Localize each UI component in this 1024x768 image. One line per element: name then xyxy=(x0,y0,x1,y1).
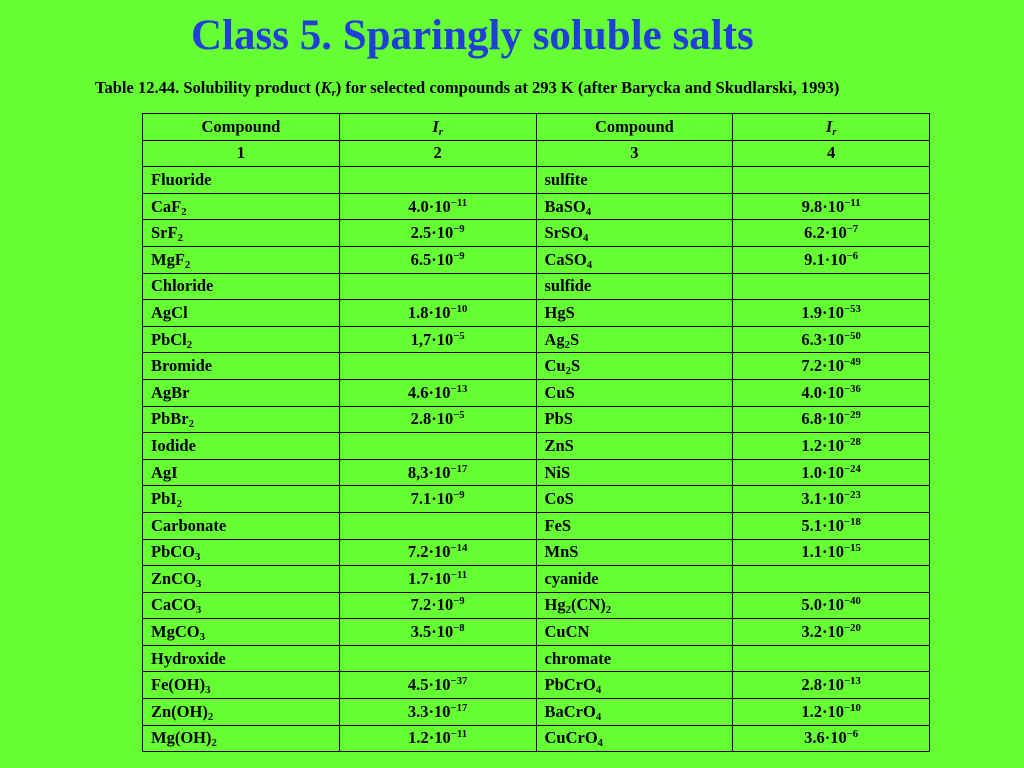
table-row xyxy=(143,672,930,699)
solubility-value-cell: $3.3\cdot 10^{-17}$ xyxy=(339,699,536,726)
solubility-value-cell: $3.6\cdot 10^{-6}$ xyxy=(733,725,930,752)
solubility-value-cell xyxy=(339,645,536,672)
formula-subscript: 2 xyxy=(184,258,191,271)
solubility-value-cell: $6.5\cdot 10^{-9}$ xyxy=(339,246,536,273)
compound-cell: ZnS xyxy=(536,433,733,460)
solubility-value-cell: $6.2\cdot 10^{-7}$ xyxy=(733,220,930,247)
exponent: −6 xyxy=(846,728,859,741)
compound-cell: CaCO$_3$ xyxy=(143,592,340,619)
formula-subscript: 2 xyxy=(207,711,214,724)
table-row xyxy=(143,300,930,327)
compound-cell: chromate xyxy=(536,645,733,672)
compound-cell: BaSO$_4$ xyxy=(536,193,733,220)
solubility-value-cell: $5.0\cdot 10^{-40}$ xyxy=(733,592,930,619)
compound-cell: $Ag_2S$ xyxy=(536,326,733,353)
table-row xyxy=(143,512,930,539)
solubility-value-cell xyxy=(733,273,930,300)
caption-k-subscript: r xyxy=(331,87,336,100)
table-row xyxy=(143,353,930,380)
solubility-value-cell xyxy=(733,167,930,194)
formula-subscript: 4 xyxy=(583,232,589,245)
compound-cell: SrSO$_4$ xyxy=(536,220,733,247)
compound-cell: CuCN xyxy=(536,619,733,646)
exponent: −6 xyxy=(846,249,859,262)
formula-subscript: 2 xyxy=(565,365,571,378)
exponent: −10 xyxy=(844,701,861,714)
compound-cell: PbS xyxy=(536,406,733,433)
table-row xyxy=(143,220,930,247)
exponent: −17 xyxy=(450,701,468,714)
table-row xyxy=(143,167,930,194)
compound-cell: PbCl$_2$ xyxy=(143,326,340,353)
compound-cell: Hydroxide xyxy=(143,645,340,672)
compound-cell: PbBr$_2$ xyxy=(143,406,340,433)
formula-subscript: 4 xyxy=(595,684,602,697)
solubility-value-cell: $1.0\cdot 10^{-24}$ xyxy=(733,459,930,486)
table-row xyxy=(143,193,930,220)
formula-subscript: 2 xyxy=(605,604,612,617)
compound-cell: $Zn(OH)_2$ xyxy=(143,699,340,726)
header-cell-3 xyxy=(536,114,733,141)
solubility-value-cell: $7.2\cdot 10^{-14}$ xyxy=(339,539,536,566)
solubility-value-cell: $1.7\cdot 10^{-11}$ xyxy=(339,566,536,593)
solubility-value-cell: $7.2\cdot 10^{-49}$ xyxy=(733,353,930,380)
compound-cell: MgF$_2$ xyxy=(143,246,340,273)
header-cell-2 xyxy=(339,114,536,141)
solubility-value-cell: $8,3\cdot 10^{-17}$ xyxy=(339,459,536,486)
solubility-value-cell: $4.0\cdot 10^{-36}$ xyxy=(733,379,930,406)
header-symbol-subscript xyxy=(439,126,443,138)
solubility-value-cell: $9.8\cdot 10^{-11}$ xyxy=(733,193,930,220)
solubility-value-cell xyxy=(339,433,536,460)
compound-cell: $Cu_2S$ xyxy=(536,353,733,380)
compound-cell: Carbonate xyxy=(143,512,340,539)
exponent: −9 xyxy=(453,223,465,236)
solubility-value-cell: $2.8\cdot 10^{-5}$ xyxy=(339,406,536,433)
compound-cell: Bromide xyxy=(143,353,340,380)
compound-cell: CaF$_2$ xyxy=(143,193,340,220)
compound-cell: Chloride xyxy=(143,273,340,300)
formula-subscript: 4 xyxy=(585,205,592,218)
solubility-value-cell: $1.2\cdot 10^{-28}$ xyxy=(733,433,930,460)
table-row xyxy=(143,486,930,513)
exponent: −13 xyxy=(844,675,861,688)
exponent: −5 xyxy=(453,329,465,342)
solubility-value-cell: $4.0\cdot 10^{-11}$ xyxy=(339,193,536,220)
compound-cell: cyanide xyxy=(536,566,733,593)
exponent: −24 xyxy=(844,462,861,475)
header-symbol-subscript-text: r xyxy=(832,126,837,138)
solubility-value-cell xyxy=(733,566,930,593)
header-symbol: I xyxy=(825,116,833,136)
solubility-value-cell: $2.8\cdot 10^{-13}$ xyxy=(733,672,930,699)
table-row xyxy=(143,725,930,752)
table-row xyxy=(143,459,930,486)
compound-cell: PbCO$_3$ xyxy=(143,539,340,566)
exponent: −9 xyxy=(453,249,465,262)
column-number-cell: 2 xyxy=(339,140,536,167)
compound-cell: HgS xyxy=(536,300,733,327)
formula-subscript: 3 xyxy=(195,604,202,617)
table-row xyxy=(143,592,930,619)
exponent: −17 xyxy=(450,462,468,475)
solubility-value-cell xyxy=(339,353,536,380)
formula-subscript: 2 xyxy=(177,232,183,245)
solubility-value-cell: $1.1\cdot 10^{-15}$ xyxy=(733,539,930,566)
solubility-value-cell xyxy=(733,645,930,672)
solubility-value-cell: $4.6\cdot 10^{-13}$ xyxy=(339,379,536,406)
formula-subscript: 2 xyxy=(565,604,571,617)
solubility-value-cell: $5.1\cdot 10^{-18}$ xyxy=(733,512,930,539)
compound-cell: Iodide xyxy=(143,433,340,460)
exponent: −36 xyxy=(844,382,861,395)
exponent: −23 xyxy=(844,489,861,502)
table-caption xyxy=(95,78,839,98)
compound-cell: FeS xyxy=(536,512,733,539)
exponent: −49 xyxy=(844,356,861,369)
header-cell-4 xyxy=(733,114,930,141)
compound-cell: AgBr xyxy=(143,379,340,406)
solubility-value-cell: $4.5\cdot 10^{-37}$ xyxy=(339,672,536,699)
solubility-value-cell xyxy=(339,512,536,539)
table-row xyxy=(143,619,930,646)
table-header-row xyxy=(143,114,930,141)
solubility-value-cell: $6.3\cdot 10^{-50}$ xyxy=(733,326,930,353)
compound-cell: AgCl xyxy=(143,300,340,327)
header-symbol-subscript-text: r xyxy=(438,126,443,138)
compound-cell: $Hg_2(CN)_2$ xyxy=(536,592,733,619)
formula-subscript: 3 xyxy=(195,578,202,591)
caption-k-symbol: K xyxy=(320,78,332,97)
formula-subscript: 2 xyxy=(211,737,217,750)
exponent: −9 xyxy=(453,489,465,502)
compound-cell: AgI xyxy=(143,459,340,486)
solubility-value-cell: $7.1\cdot 10^{-9}$ xyxy=(339,486,536,513)
table-row xyxy=(143,433,930,460)
exponent: −50 xyxy=(844,329,861,342)
solubility-value-cell: $1.8\cdot 10^{-10}$ xyxy=(339,300,536,327)
exponent: −40 xyxy=(844,595,861,608)
solubility-value-cell: $3.1\cdot 10^{-23}$ xyxy=(733,486,930,513)
formula-subscript: 4 xyxy=(597,737,604,750)
formula-subscript: 2 xyxy=(181,205,187,218)
header-symbol: I xyxy=(432,116,439,136)
header-label: Compound xyxy=(594,116,674,136)
compound-cell: sulfide xyxy=(536,273,733,300)
caption-text-post: ) for selected compounds at 293 K (after Barycka and Skudlarski, 1993) xyxy=(335,78,840,97)
compound-cell: MnS xyxy=(536,539,733,566)
exponent: −11 xyxy=(450,728,468,741)
exponent: −14 xyxy=(450,542,468,555)
exponent: −11 xyxy=(844,196,861,209)
exponent: −28 xyxy=(844,436,861,449)
compound-cell: MgCO$_3$ xyxy=(143,619,340,646)
formula-subscript: 3 xyxy=(199,631,205,644)
exponent: −13 xyxy=(450,382,468,395)
solubility-value-cell: $1,7\cdot 10^{-5}$ xyxy=(339,326,536,353)
compound-cell: BaCrO$_4$ xyxy=(536,699,733,726)
column-number-cell: 1 xyxy=(143,140,340,167)
compound-cell: CoS xyxy=(536,486,733,513)
exponent: −7 xyxy=(846,223,859,236)
compound-cell: Fluoride xyxy=(143,167,340,194)
formula-subscript: 4 xyxy=(595,711,602,724)
table-row xyxy=(143,645,930,672)
solubility-table-body xyxy=(143,114,930,752)
table-row xyxy=(143,273,930,300)
compound-cell: NiS xyxy=(536,459,733,486)
solubility-value-cell: $1.2\cdot 10^{-11}$ xyxy=(339,725,536,752)
solubility-value-cell: $1.9\cdot 10^{-53}$ xyxy=(733,300,930,327)
compound-cell: sulfite xyxy=(536,167,733,194)
solubility-value-cell: $1.2\cdot 10^{-10}$ xyxy=(733,699,930,726)
table-row xyxy=(143,699,930,726)
formula-subscript: 2 xyxy=(188,418,194,431)
slide-title: Class 5. Sparingly soluble salts xyxy=(191,12,754,59)
exponent: −18 xyxy=(844,515,861,528)
formula-subscript: 2 xyxy=(176,498,183,511)
exponent: −29 xyxy=(844,409,861,422)
exponent: −53 xyxy=(844,303,861,316)
compound-cell: ZnCO$_3$ xyxy=(143,566,340,593)
table-row xyxy=(143,246,930,273)
exponent: −20 xyxy=(844,622,861,635)
header-cell-1 xyxy=(143,114,340,141)
compound-cell: PbI$_2$ xyxy=(143,486,340,513)
exponent: −37 xyxy=(450,675,468,688)
table-row xyxy=(143,566,930,593)
column-number-cell: 4 xyxy=(733,140,930,167)
solubility-value-cell xyxy=(339,273,536,300)
header-label: Compound xyxy=(201,116,281,136)
solubility-value-cell xyxy=(339,167,536,194)
formula-subscript: 2 xyxy=(186,338,193,351)
exponent: −11 xyxy=(450,569,468,581)
formula-subscript: 3 xyxy=(205,684,211,697)
compound-cell: CaSO$_4$ xyxy=(536,246,733,273)
compound-cell: SrF$_2$ xyxy=(143,220,340,247)
exponent: −5 xyxy=(453,409,465,422)
table-row xyxy=(143,379,930,406)
column-number-cell: 3 xyxy=(536,140,733,167)
table-column-number-row xyxy=(143,140,930,167)
formula-subscript: 3 xyxy=(195,551,201,564)
caption-text-pre: Table 12.44. Solubility product ( xyxy=(95,78,321,97)
header-symbol-subscript xyxy=(832,126,836,138)
solubility-value-cell: $2.5\cdot 10^{-9}$ xyxy=(339,220,536,247)
table-row xyxy=(143,406,930,433)
table-row xyxy=(143,539,930,566)
exponent: −15 xyxy=(844,542,861,555)
solubility-table-container xyxy=(142,113,930,752)
compound-cell: PbCrO$_4$ xyxy=(536,672,733,699)
compound-cell: $Mg(OH)_2$ xyxy=(143,725,340,752)
compound-cell: $Fe(OH)_3$ xyxy=(143,672,340,699)
formula-subscript: 4 xyxy=(586,258,593,271)
solubility-value-cell: $3.5\cdot 10^{-8}$ xyxy=(339,619,536,646)
solubility-value-cell: $7.2\cdot 10^{-9}$ xyxy=(339,592,536,619)
exponent: −9 xyxy=(453,595,465,608)
exponent: −10 xyxy=(450,303,468,316)
solubility-value-cell: $3.2\cdot 10^{-20}$ xyxy=(733,619,930,646)
formula-subscript: 2 xyxy=(564,338,571,351)
solubility-value-cell: $9.1\cdot 10^{-6}$ xyxy=(733,246,930,273)
table-row xyxy=(143,326,930,353)
solubility-value-cell: $6.8\cdot 10^{-29}$ xyxy=(733,406,930,433)
compound-cell: CuS xyxy=(536,379,733,406)
compound-cell: CuCrO$_4$ xyxy=(536,725,733,752)
exponent: −11 xyxy=(450,196,468,209)
exponent: −8 xyxy=(453,622,465,635)
solubility-table xyxy=(142,113,930,752)
